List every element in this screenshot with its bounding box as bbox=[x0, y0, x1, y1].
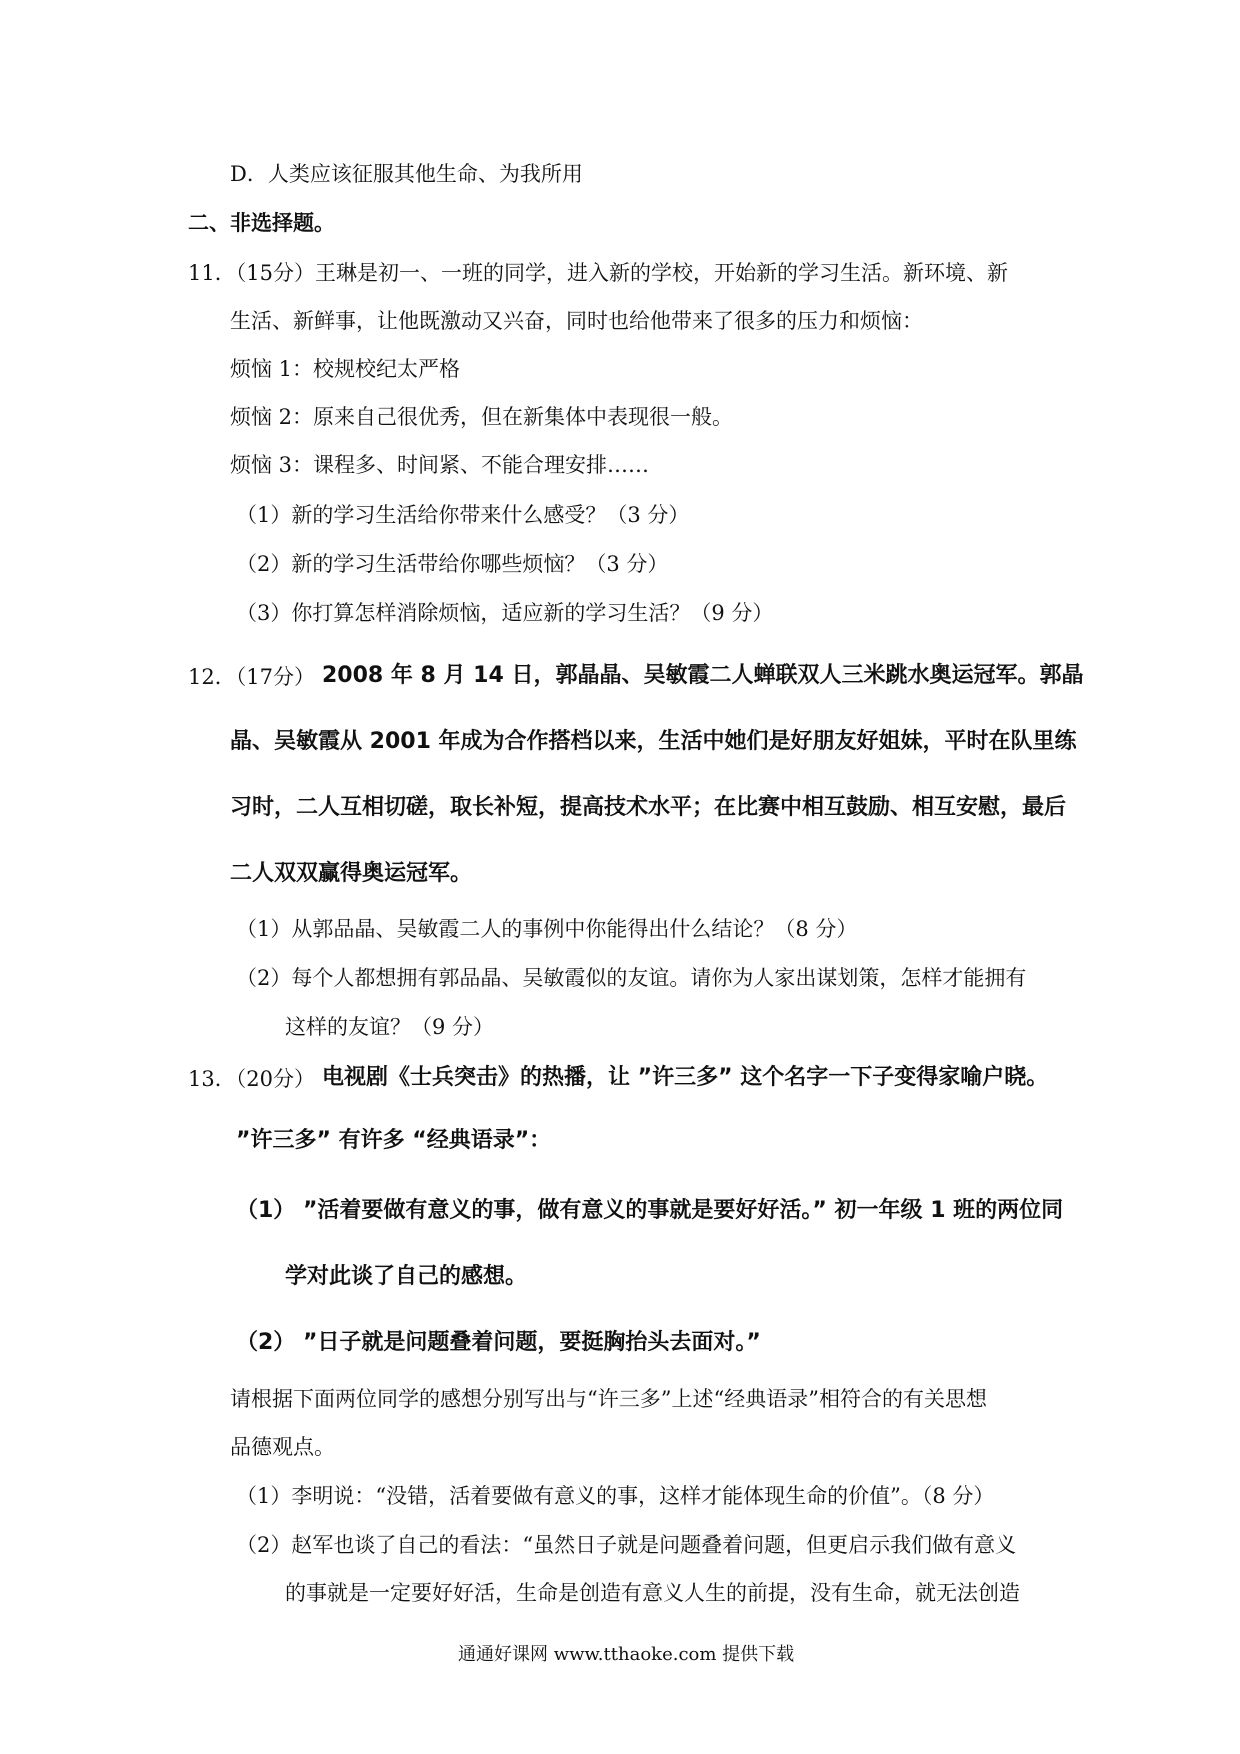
q13-intro-line1: 电视剧《士兵突击》的热播，让 ”许三多” 这个名字一下子变得家喻户晓。 bbox=[322, 1065, 1049, 1090]
q12-text-line4: 二人双双赢得奥运冠军。 bbox=[230, 861, 473, 886]
q11-part-3: （3）你打算怎样消除烦恼，适应新的学习生活？（9 分） bbox=[236, 601, 774, 625]
q13-part-2-cont: 的事就是一定要好好活，生命是创造有意义人生的前提，没有生命，就无法创造 bbox=[285, 1581, 1020, 1605]
q11-part-2: （2）新的学习生活带给你哪些烦恼？（3 分） bbox=[236, 552, 669, 576]
q13-quote1-line2: 学对此谈了自己的感想。 bbox=[285, 1264, 528, 1289]
q11-part-1: （1）新的学习生活给你带来什么感受？（3 分） bbox=[236, 503, 690, 527]
q13-quote2: （2） ”日子就是问题叠着问题，要挺胸抬头去面对。” bbox=[236, 1330, 761, 1355]
q12-number: 12．（17分） bbox=[188, 665, 315, 689]
q12-part-1: （1）从郭品晶、吴敏霞二人的事例中你能得出什么结论？（8 分） bbox=[236, 917, 858, 941]
q12-part-2-cont: 这样的友谊？（9 分） bbox=[285, 1015, 495, 1039]
q13-intro-line2: ”许三多” 有许多 “经典语录”： bbox=[236, 1128, 552, 1153]
q13-instruction-line2: 品德观点。 bbox=[230, 1435, 335, 1459]
q13-quote1-line1: （1） ”活着要做有意义的事，做有意义的事就是要好好活。” 初一年级 1 班的两位同 bbox=[236, 1198, 1064, 1223]
q12-part-2: （2）每个人都想拥有郭品晶、吴敏霞似的友谊。请你为人家出谋划策，怎样才能拥有 bbox=[236, 966, 1027, 990]
q12-text-line2: 晶、吴敏霞从 2001 年成为合作搭档以来，生活中她们是好朋友好姐妹，平时在队里练 bbox=[230, 729, 1077, 754]
q11-worry-2: 烦恼 2：原来自己很优秀，但在新集体中表现很一般。 bbox=[230, 405, 734, 429]
q11-worry-1: 烦恼 1：校规校纪太严格 bbox=[230, 357, 461, 381]
option-d: D．人类应该征服其他生命、为我所用 bbox=[230, 162, 583, 186]
q11-worry-3: 烦恼 3：课程多、时间紧、不能合理安排…… bbox=[230, 453, 650, 477]
q13-number: 13．（20分） bbox=[188, 1067, 315, 1091]
section-title: 二、非选择题。 bbox=[188, 210, 335, 235]
q12-text-line1: 2008 年 8 月 14 日，郭晶晶、吴敏霞二人蝉联双人三米跳水奥运冠军。郭晶 bbox=[322, 663, 1084, 688]
page-footer: 通通好课网 www.tthaoke.com 提供下载 bbox=[458, 1644, 795, 1665]
q12-text-line3: 习时，二人互相切磋，取长补短，提高技术水平；在比赛中相互鼓励、相互安慰，最后 bbox=[230, 795, 1067, 820]
q11-stem-line2: 生活、新鲜事，让他既激动又兴奋，同时也给他带来了很多的压力和烦恼： bbox=[230, 309, 923, 333]
q11-stem-line1: 11．（15分）王琳是初一、一班的同学，进入新的学校，开始新的学习生活。新环境、新 bbox=[188, 261, 1008, 285]
q13-part-1: （1）李明说：“没错，活着要做有意义的事，这样才能体现生命的价值”。（8 分） bbox=[236, 1484, 995, 1508]
q13-part-2: （2）赵军也谈了自己的看法：“虽然日子就是问题叠着问题，但更启示我们做有意义 bbox=[236, 1533, 1017, 1557]
q13-instruction-line1: 请根据下面两位同学的感想分别写出与“许三多”上述“经典语录”相符合的有关思想 bbox=[230, 1387, 987, 1411]
